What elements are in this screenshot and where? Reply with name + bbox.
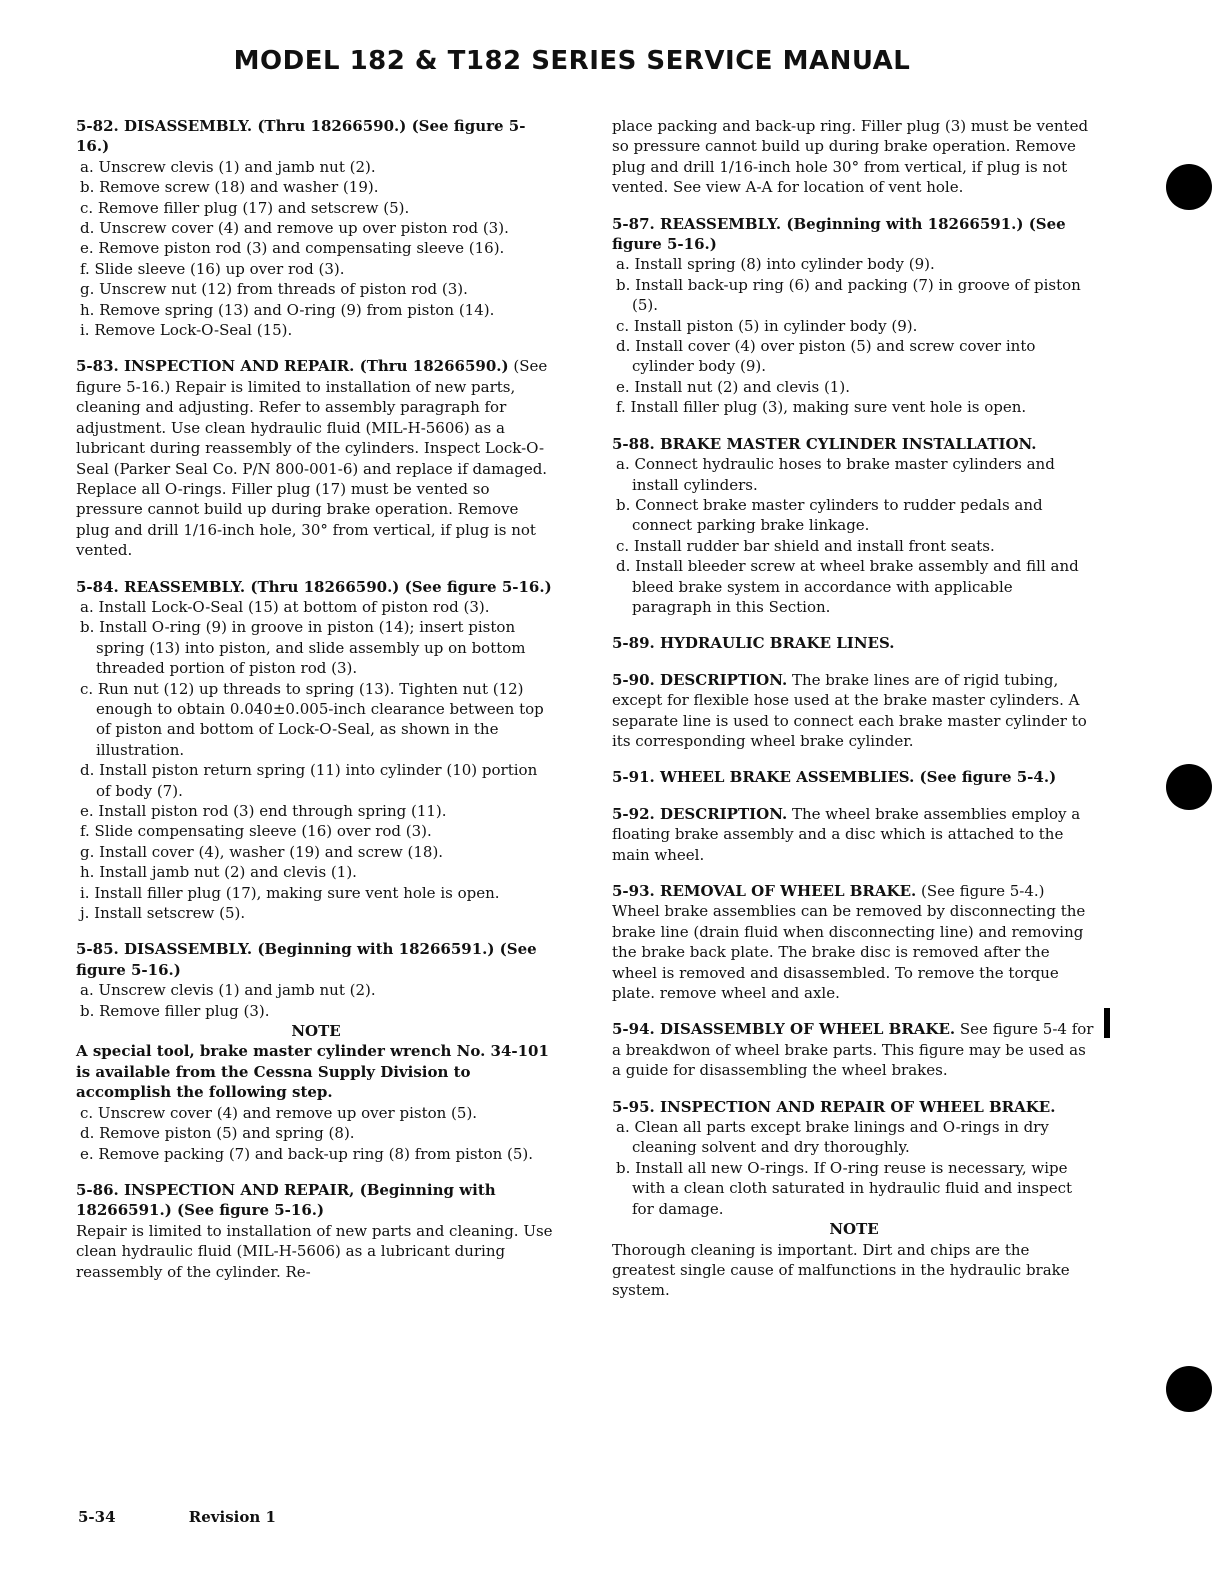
- list-item: g. Unscrew nut (12) from threads of piston rod (3).: [80, 280, 468, 299]
- section-body: (See figure 5-4.) Wheel brake assemblies can be removed by disconnecting the brake line (drain fluid when disconnecting line) and removing the brake back plate. The brake disc is removed after the wheel is removed and disassembled. To remove the torque plate. remove wheel and axle.: [612, 882, 1086, 1003]
- section-heading: 5-87. REASSEMBLY. (Beginning with 18266591.) (See figure 5-16.): [612, 214, 1066, 254]
- list-item: f. Install filler plug (3), making sure vent hole is open.: [616, 398, 1027, 417]
- list-item: d. Install piston return spring (11) into cylinder (10) portion of body (7).: [80, 761, 538, 800]
- change-bar: [1104, 1008, 1110, 1038]
- list-item: c. Install rudder bar shield and install front seats.: [616, 536, 995, 555]
- section-5-86-continued: [612, 116, 1096, 198]
- section-heading: 5-90. DESCRIPTION.: [612, 670, 788, 689]
- section-heading: 5-95. INSPECTION AND REPAIR OF WHEEL BRAKE.: [612, 1097, 1056, 1116]
- section-heading: 5-85. DISASSEMBLY. (Beginning with 18266591.) (See figure 5-16.): [76, 940, 537, 979]
- section-body: Repair is limited to installation of new parts and cleaning. Use clean hydraulic fluid (MIL-H-5606) as a lubricant during reassembly of the cylinder. Re-: [76, 1221, 553, 1281]
- note-heading: NOTE: [829, 1220, 879, 1239]
- section-5-94: [612, 1019, 1096, 1080]
- list-item: c. Remove filler plug (17) and setscrew (5).: [80, 198, 410, 217]
- note-text: Thorough cleaning is important. Dirt and chips are the greatest single cause of malfunctions in the hydraulic brake system.: [612, 1240, 1070, 1300]
- section-5-83: [76, 356, 556, 560]
- section-5-92: [612, 804, 1096, 865]
- list-item: b. Install O-ring (9) in groove in piston (14); insert piston spring (13) into piston, and slide assembly up on bottom threaded portion of piston rod (3).: [80, 618, 526, 678]
- section-5-84: [76, 577, 556, 924]
- list-item: h. Install jamb nut (2) and clevis (1).: [80, 863, 357, 882]
- list-item: f. Slide compensating sleeve (16) over rod (3).: [80, 822, 432, 841]
- list-item: e. Install piston rod (3) end through spring (11).: [80, 802, 447, 820]
- section-body: The brake lines are of rigid tubing, except for flexible hose used at the brake master cylinders. A separate line is used to connect each brake master cylinder to its corresponding wheel brake cylinder.: [612, 670, 1087, 750]
- item-list: [76, 157, 556, 341]
- section-heading: 5-91. WHEEL BRAKE ASSEMBLIES. (See figure 5-4.): [612, 768, 1057, 787]
- section-body: See figure 5-4 for a breakdwon of wheel brake parts. This figure may be used as a guide for disassembling the wheel brakes.: [612, 1020, 1094, 1080]
- list-item: d. Unscrew cover (4) and remove up over piston rod (3).: [80, 219, 509, 238]
- list-item: d. Install cover (4) over piston (5) and screw cover into cylinder body (9).: [616, 337, 1036, 376]
- section-5-89: [612, 633, 1096, 653]
- list-item: d. Install bleeder screw at wheel brake assembly and fill and bleed brake system in accordance with applicable paragraph in this Section.: [616, 557, 1079, 616]
- list-item: a. Unscrew clevis (1) and jamb nut (2).: [80, 157, 376, 176]
- section-heading: 5-89. HYDRAULIC BRAKE LINES.: [612, 634, 895, 653]
- punch-hole: [1166, 764, 1212, 810]
- list-item: c. Install piston (5) in cylinder body (9).: [616, 316, 918, 335]
- list-item: h. Remove spring (13) and O-ring (9) from piston (14).: [80, 300, 495, 319]
- list-item: c. Run nut (12) up threads to spring (13). Tighten nut (12) enough to obtain 0.040±0.005-inch clearance between top of piston and bottom of Lock-O-Seal, as shown in the illustration.: [80, 679, 544, 759]
- punch-hole: [1166, 1366, 1212, 1412]
- section-heading: 5-84. REASSEMBLY. (Thru 18266590.) (See figure 5-16.): [76, 577, 552, 596]
- punch-hole: [1166, 164, 1212, 210]
- section-5-93: [612, 881, 1096, 1003]
- section-heading: 5-82. DISASSEMBLY. (Thru 18266590.) (See figure 5-16.): [76, 117, 526, 156]
- list-item: f. Slide sleeve (16) up over rod (3).: [80, 259, 345, 278]
- list-item: e. Remove piston rod (3) and compensating sleeve (16).: [80, 239, 505, 258]
- left-column: [76, 116, 556, 1298]
- list-item: b. Remove screw (18) and washer (19).: [80, 178, 379, 197]
- list-item: i. Install filler plug (17), making sure vent hole is open.: [80, 883, 500, 902]
- section-5-90: [612, 670, 1096, 752]
- list-item: b. Connect brake master cylinders to rudder pedals and connect parking brake linkage.: [616, 495, 1043, 535]
- note-heading: NOTE: [291, 1022, 341, 1041]
- section-heading: 5-92. DESCRIPTION.: [612, 804, 788, 823]
- section-heading: 5-83. INSPECTION AND REPAIR. (Thru 18266590.): [76, 357, 509, 376]
- item-list: [76, 597, 556, 924]
- item-list: [612, 454, 1096, 617]
- list-item: e. Remove packing (7) and back-up ring (8) from piston (5).: [80, 1144, 534, 1163]
- list-item: j. Install setscrew (5).: [80, 904, 246, 923]
- item-list: [612, 254, 1096, 417]
- section-heading: 5-94. DISASSEMBLY OF WHEEL BRAKE.: [612, 1020, 956, 1039]
- list-item: a. Install Lock-O-Seal (15) at bottom of piston rod (3).: [80, 597, 490, 616]
- section-5-82: [76, 116, 556, 340]
- page-footer: [78, 1508, 344, 1526]
- list-item: a. Clean all parts except brake linings and O-rings in dry cleaning solvent and dry thoroughly.: [616, 1118, 1049, 1157]
- list-item: a. Connect hydraulic hoses to brake master cylinders and install cylinders.: [616, 455, 1055, 494]
- item-list: [76, 980, 556, 1021]
- list-item: b. Remove filler plug (3).: [80, 1001, 270, 1020]
- list-item: a. Install spring (8) into cylinder body (9).: [616, 255, 935, 274]
- section-5-88: [612, 434, 1096, 618]
- section-heading: 5-86. INSPECTION AND REPAIR, (Beginning with 18266591.) (See figure 5-16.): [76, 1180, 496, 1220]
- section-5-86: [76, 1180, 556, 1282]
- list-item: i. Remove Lock-O-Seal (15).: [80, 321, 293, 340]
- list-item: b. Install all new O-rings. If O-ring reuse is necessary, wipe with a clean cloth saturated in hydraulic fluid and inspect for damage.: [616, 1158, 1073, 1218]
- section-heading: 5-88. BRAKE MASTER CYLINDER INSTALLATION.: [612, 434, 1037, 453]
- right-column: [612, 116, 1096, 1317]
- list-item: c. Unscrew cover (4) and remove up over piston (5).: [80, 1103, 478, 1122]
- list-item: d. Remove piston (5) and spring (8).: [80, 1124, 355, 1143]
- list-item: a. Unscrew clevis (1) and jamb nut (2).: [80, 981, 376, 1000]
- list-item: b. Install back-up ring (6) and packing (7) in groove of piston (5).: [616, 275, 1081, 315]
- section-body: place packing and back-up ring. Filler plug (3) must be vented so pressure cannot build up during brake operation. Remove plug and drill 1/16-inch hole 30° from vertical, if plug is not vented. See view A-A for location of vent hole.: [612, 117, 1089, 197]
- section-5-85: [76, 939, 556, 1163]
- section-5-95: [612, 1097, 1096, 1301]
- list-item: g. Install cover (4), washer (19) and screw (18).: [80, 842, 444, 861]
- section-body: (See figure 5-16.) Repair is limited to installation of new parts, cleaning and adjusting. Refer to assembly paragraph for adjustment. Use clean hydraulic fluid (MIL-H-5606) as a lubricant during reassembly of the cylinders. Inspect Lock-O-Seal (Parker Seal Co. P/N 800-001-6) and replace if damaged. Replace all O-rings. Filler plug (17) must be vented so pressure cannot build up during brake operation. Remove plug and drill 1/16-inch hole, 30° from vertical, if plug is not vented.: [76, 357, 548, 560]
- note-text: A special tool, brake master cylinder wrench No. 34-101 is available from the Cessna Supply Division to accomplish the following step.: [76, 1042, 549, 1102]
- page-title: MODEL 182 & T182 SERIES SERVICE MANUAL: [233, 46, 911, 76]
- revision-label: Revision 1: [188, 1508, 276, 1526]
- section-body: The wheel brake assemblies employ a floating brake assembly and a disc which is attached to the main wheel.: [612, 804, 1081, 864]
- item-list: [76, 1103, 556, 1164]
- section-5-87: [612, 214, 1096, 418]
- list-item: e. Install nut (2) and clevis (1).: [616, 377, 850, 396]
- item-list: [612, 1117, 1096, 1219]
- page-number: 5-34: [78, 1508, 116, 1526]
- section-5-91: [612, 767, 1096, 787]
- section-heading: 5-93. REMOVAL OF WHEEL BRAKE.: [612, 882, 917, 900]
